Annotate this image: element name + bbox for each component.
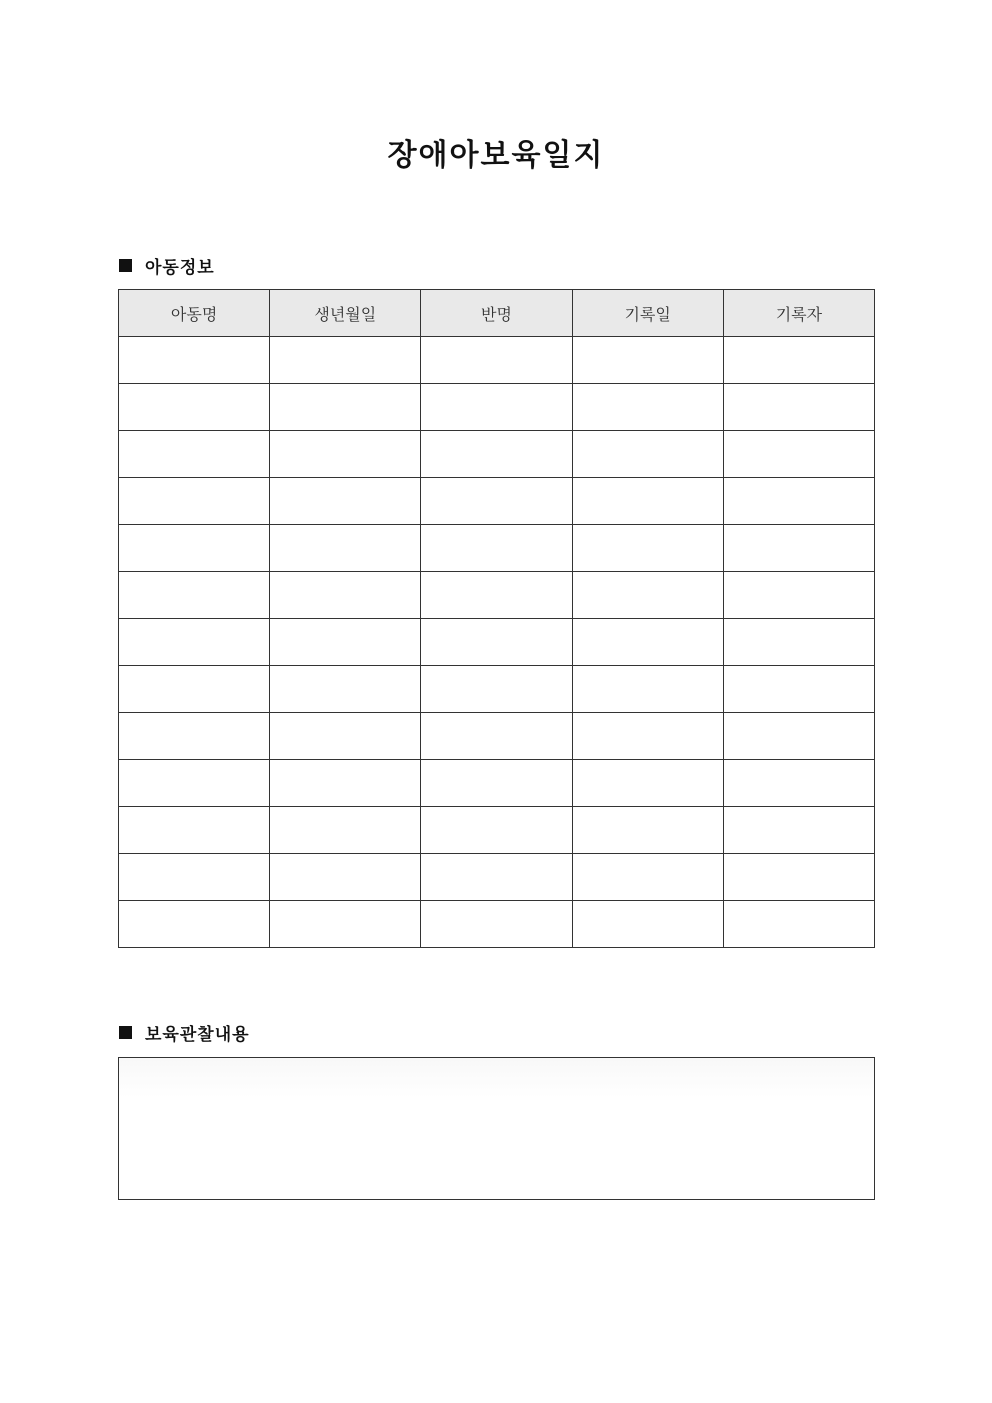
table-cell-recorder[interactable] <box>723 854 874 901</box>
table-cell-birthdate[interactable] <box>270 619 421 666</box>
table-cell-class-name[interactable] <box>421 525 572 572</box>
table-cell-class-name[interactable] <box>421 807 572 854</box>
child-info-table <box>118 289 875 948</box>
table-row <box>119 525 875 572</box>
table-cell-child-name[interactable] <box>119 478 270 525</box>
table-cell-record-date[interactable] <box>572 431 723 478</box>
table-cell-record-date[interactable] <box>572 337 723 384</box>
table-cell-birthdate[interactable] <box>270 384 421 431</box>
table-row <box>119 713 875 760</box>
table-row <box>119 901 875 948</box>
table-row <box>119 572 875 619</box>
table-cell-birthdate[interactable] <box>270 760 421 807</box>
section-heading-observation <box>119 1020 250 1044</box>
table-cell-recorder[interactable] <box>723 337 874 384</box>
table-cell-recorder[interactable] <box>723 901 874 948</box>
table-cell-class-name[interactable] <box>421 384 572 431</box>
table-cell-birthdate[interactable] <box>270 478 421 525</box>
table-body <box>119 337 875 948</box>
table-cell-record-date[interactable] <box>572 760 723 807</box>
table-cell-birthdate[interactable] <box>270 525 421 572</box>
table-cell-recorder[interactable] <box>723 525 874 572</box>
table-cell-record-date[interactable] <box>572 901 723 948</box>
square-bullet-icon <box>119 259 132 272</box>
table-cell-class-name[interactable] <box>421 337 572 384</box>
table-cell-child-name[interactable] <box>119 807 270 854</box>
table-cell-child-name[interactable] <box>119 901 270 948</box>
table-cell-recorder[interactable] <box>723 713 874 760</box>
table-row <box>119 619 875 666</box>
table-cell-child-name[interactable] <box>119 572 270 619</box>
table-row <box>119 807 875 854</box>
table-row <box>119 760 875 807</box>
table-cell-class-name[interactable] <box>421 572 572 619</box>
table-cell-child-name[interactable] <box>119 854 270 901</box>
document-title: 장애아보육일지 <box>387 138 605 173</box>
table-cell-class-name[interactable] <box>421 666 572 713</box>
table-cell-birthdate[interactable] <box>270 807 421 854</box>
table-cell-class-name[interactable] <box>421 901 572 948</box>
section-heading-label: 보육관찰내용 <box>145 1024 250 1045</box>
table-cell-birthdate[interactable] <box>270 572 421 619</box>
table-cell-birthdate[interactable] <box>270 431 421 478</box>
table-cell-birthdate[interactable] <box>270 337 421 384</box>
table-cell-class-name[interactable] <box>421 760 572 807</box>
column-header-record-date: 기록일 <box>572 290 723 337</box>
table-row <box>119 384 875 431</box>
table-cell-record-date[interactable] <box>572 666 723 713</box>
column-header-class-name: 반명 <box>421 290 572 337</box>
table-cell-child-name[interactable] <box>119 713 270 760</box>
table-cell-class-name[interactable] <box>421 619 572 666</box>
table-cell-child-name[interactable] <box>119 666 270 713</box>
table-cell-class-name[interactable] <box>421 431 572 478</box>
table-cell-birthdate[interactable] <box>270 713 421 760</box>
column-header-recorder: 기록자 <box>723 290 874 337</box>
table-cell-child-name[interactable] <box>119 384 270 431</box>
table-cell-record-date[interactable] <box>572 478 723 525</box>
table-cell-recorder[interactable] <box>723 384 874 431</box>
table-cell-recorder[interactable] <box>723 572 874 619</box>
table-cell-recorder[interactable] <box>723 666 874 713</box>
table-cell-class-name[interactable] <box>421 713 572 760</box>
table-cell-child-name[interactable] <box>119 431 270 478</box>
table-cell-record-date[interactable] <box>572 854 723 901</box>
section-heading-label: 아동정보 <box>145 257 215 278</box>
observation-content-box[interactable] <box>118 1057 875 1200</box>
square-bullet-icon <box>119 1026 132 1039</box>
table-cell-birthdate[interactable] <box>270 666 421 713</box>
table-cell-recorder[interactable] <box>723 478 874 525</box>
table-row <box>119 478 875 525</box>
column-header-birthdate: 생년월일 <box>270 290 421 337</box>
table-cell-child-name[interactable] <box>119 619 270 666</box>
section-heading-child-info <box>119 253 215 277</box>
table-cell-recorder[interactable] <box>723 760 874 807</box>
table-cell-recorder[interactable] <box>723 619 874 666</box>
table-cell-class-name[interactable] <box>421 854 572 901</box>
table-cell-birthdate[interactable] <box>270 901 421 948</box>
table-cell-recorder[interactable] <box>723 431 874 478</box>
table-cell-birthdate[interactable] <box>270 854 421 901</box>
table-cell-record-date[interactable] <box>572 572 723 619</box>
table-cell-class-name[interactable] <box>421 478 572 525</box>
table-row <box>119 431 875 478</box>
table-cell-record-date[interactable] <box>572 525 723 572</box>
table-cell-record-date[interactable] <box>572 713 723 760</box>
table-cell-recorder[interactable] <box>723 807 874 854</box>
table-cell-child-name[interactable] <box>119 760 270 807</box>
table-header-row <box>119 290 875 337</box>
table-row <box>119 854 875 901</box>
table-cell-record-date[interactable] <box>572 384 723 431</box>
table-cell-record-date[interactable] <box>572 619 723 666</box>
column-header-child-name: 아동명 <box>119 290 270 337</box>
table-cell-child-name[interactable] <box>119 525 270 572</box>
table-row <box>119 666 875 713</box>
table-cell-child-name[interactable] <box>119 337 270 384</box>
table-row <box>119 337 875 384</box>
table-cell-record-date[interactable] <box>572 807 723 854</box>
